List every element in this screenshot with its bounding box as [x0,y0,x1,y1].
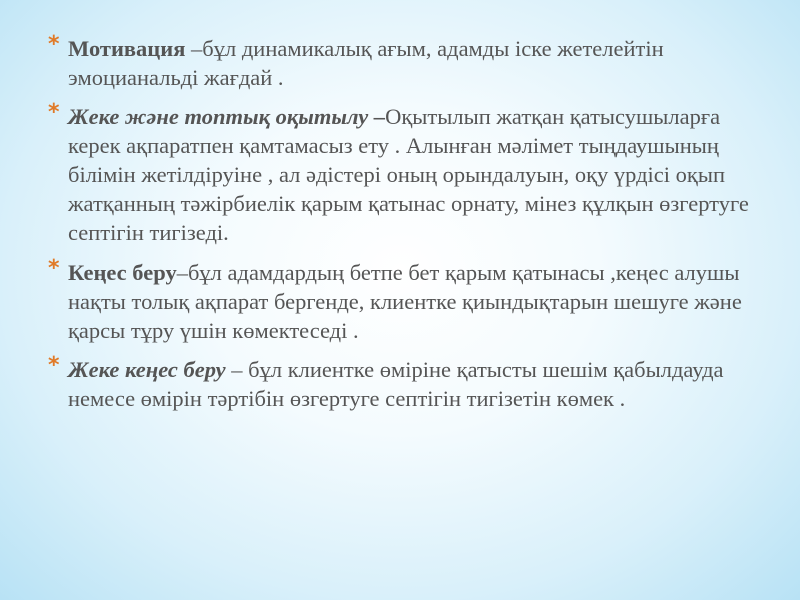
bullet-icon: * [48,100,60,125]
term-label: Жеке кеңес беру [68,357,226,382]
term-label: Мотивация [68,36,192,61]
list-item-individual-counseling [48,355,768,413]
definition-text: –бұл адамдардың бетпе бет қарым қатынасы ,кеңес алушы нақты толық ақпарат бергенде, клиентке қиындықтарын шешуге және қарсы тұру үшін көмектеседі . [68,260,742,343]
bullet-icon: * [48,353,60,378]
definition-text: Оқытылып жатқан қатысушыларға керек ақпаратпен қамтамасыз ету . Алынған мәлімет тыңдаушының білімін жетілдіруіне , ал әдістері оның орындалуын, оқу үрдісі оқып жатқанның тәжірбиелік қарым қатынас орнату, мінез құлқын өзгертуге септігін тигізеді. [68,104,749,245]
list-item-counseling [48,258,768,345]
slide-content [48,34,768,423]
definition-text: –бұл динамикалық ағым, адамды іске жетелейтін эмоцианальді жағдай . [68,36,664,90]
definition-text: – бұл клиентке өміріне қатысты шешім қабылдауда немесе өмірін тәртібін өзгертуге септігін тигізетін көмек . [68,357,724,411]
bullet-icon: * [48,256,60,281]
term-label: Кеңес беру [68,260,177,285]
term-label: Жеке және топтық оқытылу – [68,104,386,129]
list-item-motivation [48,34,768,92]
bullet-icon: * [48,32,60,57]
list-item-individual-group-learning [48,102,768,247]
